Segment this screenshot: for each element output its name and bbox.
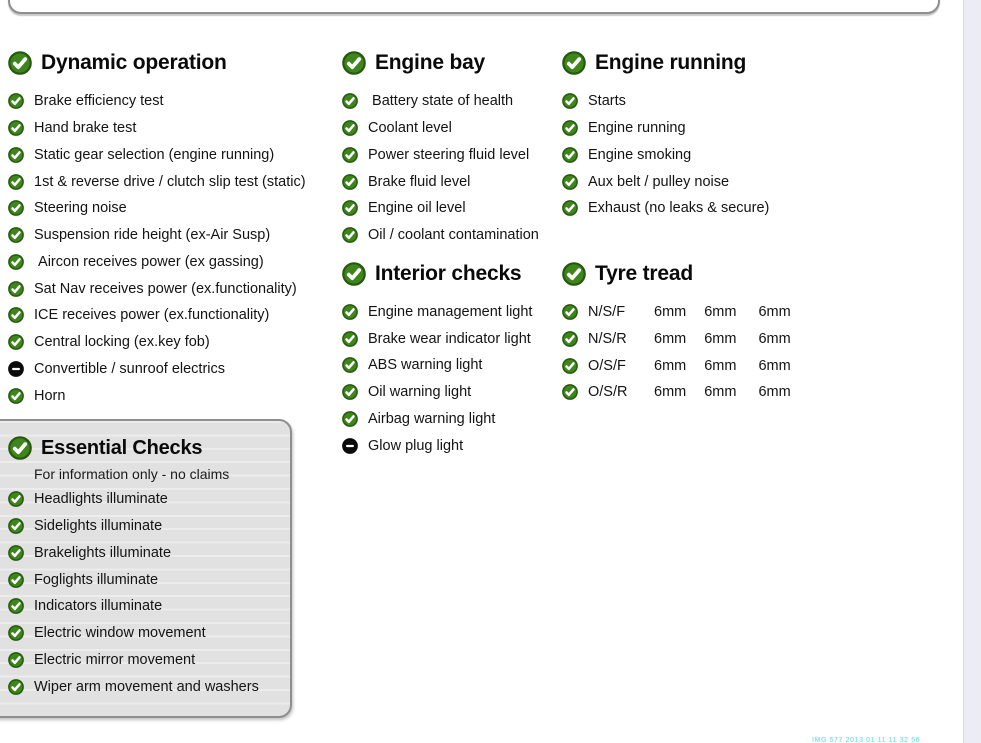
column-left: [8, 48, 338, 718]
pass-check-icon: [8, 572, 24, 588]
pass-check-icon: [562, 200, 578, 216]
pass-check-icon: [8, 545, 24, 561]
section-header: [562, 48, 802, 78]
checklist-item: [342, 406, 562, 433]
pass-check-icon: [342, 304, 358, 320]
item-label: Foglights illuminate: [34, 571, 159, 588]
checklist-item: [342, 88, 562, 115]
item-label: Coolant level: [368, 120, 452, 137]
checklist-item: [342, 432, 562, 459]
section-subtitle: For information only - no claims: [34, 466, 230, 482]
pass-check-icon: [342, 93, 358, 109]
pass-check-icon: [8, 625, 24, 641]
item-label: Engine running: [588, 120, 686, 137]
item-label: 1st & reverse drive / clutch slip test (static): [34, 173, 306, 190]
checklist-item: [342, 195, 562, 222]
checklist-item: [8, 647, 290, 674]
pass-check-icon: [8, 436, 32, 460]
pass-check-icon: [8, 491, 24, 507]
checklist-item: [8, 540, 290, 567]
tyre-position-label: O/S/R: [588, 384, 628, 401]
checklist-item: [8, 566, 290, 593]
tyre-depth-value: 6mm: [704, 304, 737, 321]
checklist-item: [562, 142, 802, 169]
pass-check-icon: [8, 227, 24, 243]
checklist-item: [8, 195, 338, 222]
section-header: [562, 259, 802, 289]
checklist-item: [8, 142, 338, 169]
item-label: Indicators illuminate: [34, 598, 163, 615]
checklist-item: [342, 142, 562, 169]
tyre-depth-value: 6mm: [654, 304, 687, 321]
pass-check-icon: [562, 120, 578, 136]
pass-check-icon: [8, 598, 24, 614]
pass-check-icon: [562, 384, 578, 400]
checklist-item: [342, 325, 562, 352]
tyre-row: [562, 352, 802, 379]
item-label: Hand brake test: [34, 120, 137, 137]
item-label: Oil warning light: [368, 384, 472, 401]
section-engine-running: [562, 48, 802, 222]
pass-check-icon: [8, 147, 24, 163]
checklist-item: [8, 302, 338, 329]
pass-check-icon: [8, 334, 24, 350]
pass-check-icon: [562, 147, 578, 163]
checklist-item: [8, 115, 338, 142]
pass-check-icon: [562, 304, 578, 320]
item-label: Central locking (ex.key fob): [34, 334, 210, 351]
checklist-item: [8, 222, 338, 249]
item-label: Horn: [34, 387, 66, 404]
checklist-item: [562, 115, 802, 142]
tyre-row: [562, 379, 802, 406]
section-engine-bay: [342, 48, 562, 249]
pass-check-icon: [562, 51, 586, 75]
pass-check-icon: [8, 307, 24, 323]
pass-check-icon: [8, 652, 24, 668]
pass-check-icon: [562, 93, 578, 109]
tyre-depth-value: 6mm: [758, 330, 791, 347]
checklist-item: [562, 195, 802, 222]
item-label: Oil / coolant contamination: [368, 227, 539, 244]
pass-check-icon: [562, 331, 578, 347]
checklist-item: [8, 673, 290, 700]
item-label: Electric mirror movement: [34, 651, 196, 668]
pass-check-icon: [8, 174, 24, 190]
tyre-depth-value: 6mm: [758, 357, 791, 374]
checklist-item: [8, 513, 290, 540]
pass-check-icon: [342, 262, 366, 286]
pass-check-icon: [562, 262, 586, 286]
pass-check-icon: [342, 357, 358, 373]
checklist-item: [8, 356, 338, 383]
pass-check-icon: [562, 174, 578, 190]
checklist-item: [8, 88, 338, 115]
tyre-depth-value: 6mm: [654, 384, 687, 401]
checklist-item: [8, 620, 290, 647]
tyre-depth-value: 6mm: [704, 357, 737, 374]
item-label: Glow plug light: [368, 437, 464, 454]
tyre-depth-value: 6mm: [758, 384, 791, 401]
pass-check-icon: [342, 227, 358, 243]
checklist-item: [8, 382, 338, 409]
column-right: [562, 48, 802, 406]
item-label: Electric window movement: [34, 625, 206, 642]
tyre-row: [562, 326, 802, 353]
checklist-item: [342, 299, 562, 326]
pass-check-icon: [342, 200, 358, 216]
section-title: Interior checks: [375, 261, 522, 285]
checklist-item: [562, 168, 802, 195]
checklist-item: [8, 168, 338, 195]
not-applicable-icon: [8, 361, 24, 377]
checklist-item: [342, 379, 562, 406]
watermark-text: IMG 577 2013 01 11 11 32 56: [812, 737, 921, 743]
section-title: Tyre tread: [595, 261, 693, 285]
item-label: Exhaust (no leaks & secure): [588, 200, 770, 217]
item-label: Convertible / sunroof electrics: [34, 360, 225, 377]
checklist-item: [342, 352, 562, 379]
item-label: Power steering fluid level: [368, 146, 530, 163]
checklist-item: [342, 115, 562, 142]
item-label: Sat Nav receives power (ex.functionality): [34, 280, 297, 297]
checklist-item: [8, 329, 338, 356]
section-title: Engine running: [595, 51, 747, 74]
section-header: [8, 434, 290, 462]
item-label: ICE receives power (ex.functionality): [34, 307, 270, 324]
checklist-item: [8, 486, 290, 513]
checklist-item: [562, 88, 802, 115]
item-label: Battery state of health: [368, 93, 514, 110]
item-label: Brake wear indicator light: [368, 330, 531, 347]
pass-check-icon: [562, 358, 578, 374]
section-title: Engine bay: [375, 51, 486, 74]
item-label: Headlights illuminate: [34, 491, 168, 508]
checklist-item: [342, 168, 562, 195]
tyre-depth-value: 6mm: [654, 330, 687, 347]
section-header: [8, 48, 338, 78]
section-header: [342, 259, 562, 289]
pass-check-icon: [342, 411, 358, 427]
item-label: Brakelights illuminate: [34, 544, 172, 561]
item-label: Aircon receives power (ex gassing): [34, 253, 264, 270]
pass-check-icon: [342, 51, 366, 75]
checklist-item: [8, 593, 290, 620]
tyre-position-label: O/S/F: [588, 357, 626, 374]
pass-check-icon: [8, 388, 24, 404]
pass-check-icon: [8, 120, 24, 136]
pass-check-icon: [8, 679, 24, 695]
tyre-row: [562, 299, 802, 326]
item-label: Aux belt / pulley noise: [588, 173, 730, 190]
pass-check-icon: [342, 147, 358, 163]
tyre-depth-value: 6mm: [704, 330, 737, 347]
section-dynamic-operation: [8, 48, 338, 409]
not-applicable-icon: [342, 438, 358, 454]
section-essential-checks: [0, 419, 292, 718]
tyre-position-label: N/S/F: [588, 304, 626, 321]
item-label: Sidelights illuminate: [34, 518, 163, 535]
section-interior-checks: [342, 259, 562, 460]
item-label: Static gear selection (engine running): [34, 146, 275, 163]
item-label: Steering noise: [34, 200, 127, 217]
pass-check-icon: [8, 51, 32, 75]
checklist-item: [8, 249, 338, 276]
pass-check-icon: [342, 331, 358, 347]
section-title: Dynamic operation: [41, 51, 227, 74]
column-middle: [342, 48, 562, 459]
item-label: Brake efficiency test: [34, 93, 164, 110]
item-label: ABS warning light: [368, 357, 483, 374]
checklist-item: [8, 275, 338, 302]
pass-check-icon: [8, 93, 24, 109]
item-label: Engine oil level: [368, 200, 466, 217]
section-title: Essential Checks: [41, 436, 203, 459]
pass-check-icon: [8, 200, 24, 216]
pass-check-icon: [342, 384, 358, 400]
tyre-depth-value: 6mm: [704, 384, 737, 401]
pass-check-icon: [8, 281, 24, 297]
pass-check-icon: [8, 518, 24, 534]
checklist-item: [342, 222, 562, 249]
tyre-depth-value: 6mm: [758, 304, 791, 321]
section-header: [342, 48, 562, 78]
scrollbar-track[interactable]: [963, 0, 981, 743]
item-label: Starts: [588, 93, 626, 110]
pass-check-icon: [342, 120, 358, 136]
section-tyre-tread: [562, 259, 802, 406]
pass-check-icon: [8, 254, 24, 270]
item-label: Brake fluid level: [368, 173, 471, 190]
tyre-position-label: N/S/R: [588, 330, 627, 347]
item-label: Airbag warning light: [368, 410, 496, 427]
item-label: Wiper arm movement and washers: [34, 678, 259, 695]
item-label: Engine management light: [368, 303, 533, 320]
item-label: Suspension ride height (ex-Air Susp): [34, 227, 271, 244]
pass-check-icon: [342, 174, 358, 190]
item-label: Engine smoking: [588, 146, 692, 163]
tyre-depth-value: 6mm: [654, 357, 687, 374]
previous-panel-partial: [8, 0, 940, 14]
